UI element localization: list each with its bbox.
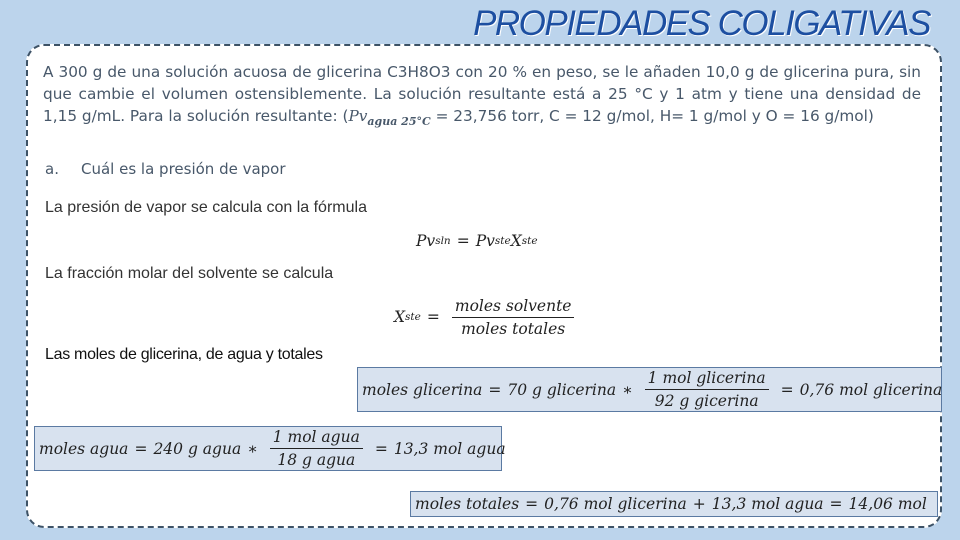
eq3-fraction	[645, 369, 769, 410]
eq4-numerator: 1 mol agua	[270, 428, 363, 449]
eq3-equals-2: =	[780, 380, 794, 399]
problem-statement	[43, 61, 921, 133]
pv-subscript: agua 25°C	[367, 115, 431, 129]
question-letter: a.	[45, 160, 59, 178]
pv-symbol: Pv	[348, 107, 368, 125]
eq4-equals-2: =	[374, 439, 388, 458]
eq3-equals: =	[488, 380, 502, 399]
mole-fraction-formula	[394, 294, 580, 340]
eq3-denominator: 92 g gicerina	[654, 392, 759, 410]
eq3-numerator: 1 mol glicerina	[645, 369, 769, 390]
moles-glycerin-equation	[357, 367, 942, 412]
total-moles-equation	[410, 491, 938, 517]
moles-heading-text: Las moles de glicerina, de agua y totales	[45, 346, 323, 363]
eq2-denominator: moles totales	[461, 319, 566, 338]
eq4-equals: =	[134, 439, 148, 458]
eq3-lhs: moles glicerina	[362, 380, 483, 399]
eq5-term2: 13,3 mol agua	[711, 495, 824, 513]
eq5-plus: +	[692, 495, 706, 513]
eq1-equals: =	[456, 232, 470, 250]
eq1-rhs2-sub: ste	[521, 235, 538, 247]
eq2-numerator: moles solvente	[452, 297, 575, 318]
eq2-lhs-sub: ste	[405, 311, 421, 323]
eq2-lhs: X	[394, 308, 406, 326]
eq3-multiply: ∗	[622, 380, 633, 399]
eq2-fraction	[452, 297, 575, 338]
question-a	[45, 160, 286, 178]
vapor-pressure-text: La presión de vapor se calcula con la fórmula	[45, 199, 367, 216]
eq4-lhs: moles agua	[39, 439, 129, 458]
eq3-result: 0,76 mol glicerina	[799, 380, 943, 399]
problem-text-2: = 23,756 torr, C = 12 g/mol, H= 1 g/mol y O = 16 g/mol)	[430, 107, 874, 125]
eq1-rhs1-sub: ste	[494, 235, 511, 247]
eq5-lhs: moles totales	[415, 495, 520, 513]
page-title: PROPIEDADES COLIGATIVAS	[473, 4, 930, 43]
eq5-equals-2: =	[829, 495, 843, 513]
eq4-denominator: 18 g agua	[277, 451, 356, 469]
eq4-result: 13,3 mol agua	[393, 439, 506, 458]
eq1-rhs2: X	[510, 232, 522, 250]
eq1-lhs: Pv	[416, 232, 436, 250]
eq5-term1: 0,76 mol glicerina	[544, 495, 687, 513]
moles-water-equation	[34, 426, 506, 471]
problem-text-1: A 300 g de una solución acuosa de glicerina C3H8O3 con 20 % en peso, se le añaden 10,0 g de glicerina pura, sin que cambie el volumen ostensiblemente. La solución resultante está a 25 °C y 1 atm y tiene una densidad de 1,15 g/mL. Para la solución resultante: (	[43, 63, 921, 125]
eq4-fraction	[270, 428, 363, 469]
eq5-equals: =	[525, 495, 539, 513]
eq5-result: 14,06 mol	[848, 495, 927, 513]
eq1-rhs1: Pv	[475, 232, 495, 250]
eq3-mass: 70 g glicerina	[507, 380, 617, 399]
eq1-lhs-sub: sln	[435, 235, 451, 247]
eq2-equals: =	[426, 308, 440, 326]
question-text: Cuál es la presión de vapor	[81, 160, 286, 178]
vapor-pressure-formula	[416, 229, 538, 253]
mole-fraction-text: La fracción molar del solvente se calcula	[45, 265, 334, 282]
eq4-mass: 240 g agua	[153, 439, 242, 458]
eq4-multiply: ∗	[247, 439, 258, 458]
